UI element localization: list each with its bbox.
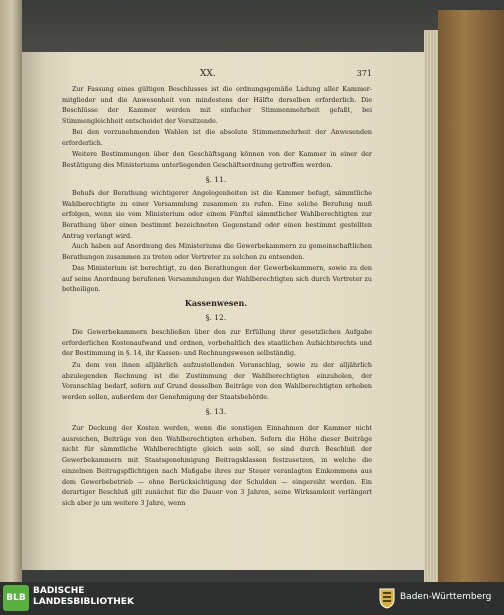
- paragraph: Auch haben auf Anordnung des Ministeriums die Gewerbekammern zu gemeinschaftlichen Berathungen zusammen zu treten oder Vertreter zu solchen zu entsenden.: [62, 242, 372, 261]
- page-number: 371: [356, 69, 372, 78]
- background-top: [22, 0, 438, 52]
- section-header: XX.: [200, 69, 216, 79]
- section-heading: §. 11.: [205, 175, 227, 184]
- paragraph: Bei den vorzunehmenden Wahlen ist die absolute Stimmenmehrheit der Anwesenden erforderlich.: [62, 128, 372, 147]
- library-name-line1: BADISCHE: [33, 586, 85, 596]
- baden-wuerttemberg-emblem-icon: [378, 587, 396, 609]
- paragraph: Das Ministerium ist berechtigt, zu den Berathungen der Gewerbekammern, sowie zu den auf seine Anordnung berufenen Versammlungen der Wahlberechtigten sich durch Vertreter zu betheiligen.: [62, 264, 372, 294]
- book-cover: [438, 10, 504, 582]
- section-heading: §. 12.: [205, 313, 227, 322]
- paragraph: Zu dem von ihnen alljährlich aufzustellenden Voranschlag, sowie zu der alljährlich abzulegenden Rechnung ist die Zustimmung der Wahlberechtigten einzuholen, der Voranschlag bedarf, sofern auf Grund desselben Beiträge von den Wahlberechtigten erhoben werden sollen, außerdem der Genehmigung der Staatsbehörde.: [62, 361, 372, 402]
- library-name: [33, 586, 134, 608]
- blb-logo[interactable]: BLB: [3, 585, 29, 611]
- state-name[interactable]: Baden-Württemberg: [400, 592, 492, 602]
- section-heading: §. 13.: [205, 407, 227, 416]
- paragraph: Weitere Bestimmungen über den Geschäftsgang können von der Kammer in einer der Bestätigung des Ministeriums unterliegenden Geschäftsordnung getroffen werden.: [62, 150, 372, 169]
- left-page-edge: [0, 0, 22, 582]
- paragraph: Zur Deckung der Kosten werden, wenn die sonstigen Einnahmen der Kammer nicht ausreichen, Beiträge von den Wahlberechtigten erhoben. Sofern die Höhe dieser Beiträge nicht für sämmtliche Wahlberechtigte gleich sein soll, so sind durch Beschluß der Gewerbekammern mit Staatsgenehmigung Beitragsklassen festzusetzen, in welche die einzelnen Beitragspflichtigen nach Maßgabe ihres zur Steuer veranlagten Einkommens aus dem Gewerbebetrieb — ohne Berücksichtigung der Schulden — eingereiht werden. Ein derartiger Beschluß gilt zunächst für die Dauer von 3 Jahren, seine Wirksamkeit verlängert sich aber je um weitere 3 Jahre, wenn: [62, 424, 372, 507]
- library-name-line2: LANDESBIBLIOTHEK: [33, 597, 134, 607]
- running-header: [180, 69, 372, 81]
- kassenwesen-heading: Kassenwesen.: [184, 298, 248, 308]
- paragraph: Behufs der Berathung wichtigerer Angelegenheiten ist die Kammer befugt, sämmtliche Wahlberechtigte zu einer Versammlung zusammen zu rufen. Eine solche Berufung muß erfolgen, wenn sie vom Ministerium oder einem Fünftel sämmtlicher Wahlberechtigten zur Berathung über einen bestimmt bezeichneten Gegenstand oder einen bestimmt gestellten Antrag verlangt wird.: [62, 189, 372, 240]
- paragraph: Die Gewerbekammern beschließen über den zur Erfüllung ihrer gesetzlichen Aufgabe erforderlichen Kostenaufwand und ordnen, vorbehaltlich des staatlichen Aufsichtsrechts und der Bestimmung in §. 14, ihr Kassen- und Rechnungswesen selbständig.: [62, 328, 372, 358]
- paragraph: Zur Fassung eines gültigen Beschlusses ist die ordnungsgemäße Ladung aller Kammer-mitglieder und die Anwesenheit von mindestens der Hälfte derselben erforderlich. Die Beschlüsse der Kammer werden mit einfacher Stimmenmehrheit gefaßt, bei Stimmengleichheit entscheidet der Vorsitzende.: [62, 85, 372, 126]
